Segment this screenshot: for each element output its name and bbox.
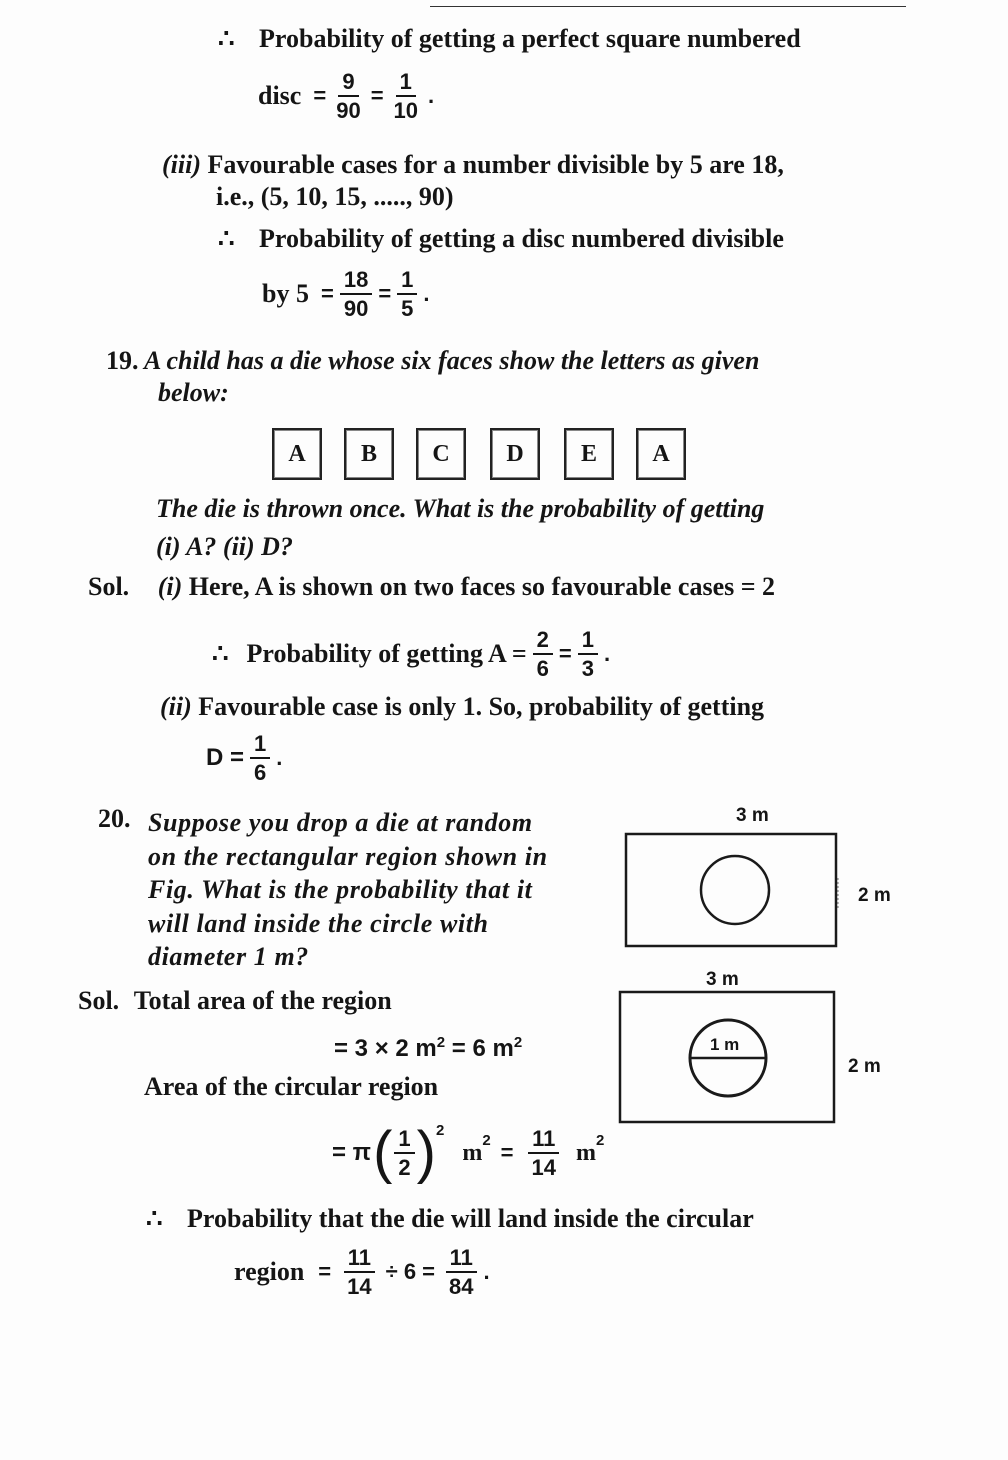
sol-label: Sol. xyxy=(88,572,130,601)
denominator: 5 xyxy=(401,296,414,322)
superscript: 2 xyxy=(436,1034,446,1051)
fraction-1-6 xyxy=(250,732,270,784)
region-equation xyxy=(234,1246,490,1298)
figure-rectangle-circle xyxy=(620,798,910,958)
sol19-line1 xyxy=(88,572,775,602)
q19-line2: below: xyxy=(158,378,229,407)
equals-sign: = xyxy=(318,1259,332,1285)
figure2-side-label: 2 m xyxy=(848,1056,881,1077)
superscript: 2 xyxy=(513,1034,523,1051)
sol19-ii-text: Favourable case is only 1. So, probability of getting xyxy=(198,692,765,721)
total-area-expression xyxy=(334,1034,522,1063)
numerator: 18 xyxy=(340,268,372,295)
sol19-i-text: Here, A is shown on two faces so favourable cases = 2 xyxy=(188,572,776,601)
left-paren: ( xyxy=(373,1120,393,1185)
divisible-line xyxy=(218,224,784,254)
denominator: 3 xyxy=(581,656,595,682)
divisible-text: Probability of getting a disc numbered divisible xyxy=(259,224,784,253)
perfect-square-text: Probability of getting a perfect square numbered xyxy=(259,24,801,53)
prob-a-equation xyxy=(212,628,610,680)
fraction-11-84 xyxy=(445,1246,477,1298)
denominator: 2 xyxy=(398,1155,411,1180)
numerator: 1 xyxy=(397,268,417,295)
divide-expression: ÷ 6 = xyxy=(385,1259,436,1285)
denominator: 14 xyxy=(531,1155,556,1180)
q19-line1 xyxy=(106,346,759,376)
q19-line3: The die is thrown once. What is the probability of getting xyxy=(156,494,765,523)
numerator: 2 xyxy=(533,628,553,655)
denominator: 6 xyxy=(254,760,267,786)
fraction-1-10 xyxy=(390,70,422,122)
sol19-line-ii xyxy=(160,692,764,722)
fraction-1-2 xyxy=(394,1127,414,1179)
figure1-rectangle xyxy=(626,834,836,946)
period: . xyxy=(483,1259,490,1285)
q20-line2: on the rectangular region shown in xyxy=(148,841,548,871)
sol20-line3 xyxy=(146,1204,754,1234)
period: . xyxy=(604,641,611,667)
d-label: D = xyxy=(206,744,245,772)
area-expression-left: = 3 × 2 m xyxy=(334,1035,437,1062)
fraction-18-90 xyxy=(340,268,372,320)
fraction-1-3 xyxy=(578,628,598,680)
circle-area-expression xyxy=(332,1120,605,1185)
therefore-symbol: ∴ xyxy=(218,24,235,53)
q19-number: 19. xyxy=(106,346,139,375)
q19-text: A child has a die whose six faces show the letters as given xyxy=(144,346,760,375)
area-expression-right: = 6 m xyxy=(451,1035,514,1062)
sol-label: Sol. xyxy=(78,986,120,1015)
numerator: 9 xyxy=(338,70,358,97)
fraction-11-14 xyxy=(528,1127,560,1179)
die-face-a: A xyxy=(272,428,322,480)
q19-line4: (i) A? (ii) D? xyxy=(156,532,293,561)
sol20-line2: Area of the circular region xyxy=(144,1072,439,1101)
prob-a-text: Probability of getting A = xyxy=(246,639,527,669)
numerator: 1 xyxy=(396,70,416,97)
figure-rectangle-circle-diameter xyxy=(612,962,902,1132)
equals-sign: = xyxy=(558,641,572,667)
fraction-2-6 xyxy=(533,628,553,680)
figure2-top-label: 3 m xyxy=(706,969,739,990)
die-face-b: B xyxy=(344,428,394,480)
q20-line3: Fig. What is the probability that it xyxy=(148,875,533,904)
sol19-i-label: (i) xyxy=(157,572,183,601)
denominator: 90 xyxy=(343,296,369,322)
figure2-diameter-label: 1 m xyxy=(710,1035,740,1054)
equals-sign: = xyxy=(500,1140,514,1165)
numerator: 1 xyxy=(394,1127,414,1154)
period: . xyxy=(276,745,283,771)
therefore-symbol: ∴ xyxy=(212,639,229,669)
period: . xyxy=(423,281,430,307)
exponent: 2 xyxy=(435,1122,445,1139)
q20-text xyxy=(148,806,610,974)
figure1-circle xyxy=(701,856,769,924)
sol19-ii-label: (ii) xyxy=(160,692,192,721)
disc-label: disc xyxy=(258,81,302,111)
part-iii-label: (iii) xyxy=(162,150,201,179)
region-label: region xyxy=(234,1257,305,1287)
denominator: 6 xyxy=(536,656,549,682)
pi-expression: = π xyxy=(332,1139,372,1166)
numerator: 1 xyxy=(250,732,270,759)
figure1-side-label: 2 m xyxy=(858,885,891,906)
part-iii-text: Favourable cases for a number divisible by 5 are 18, xyxy=(207,150,784,179)
by5-label: by 5 xyxy=(262,279,309,309)
part-iii-line2: i.e., (5, 10, 15, ....., 90) xyxy=(216,182,454,211)
m-unit: m xyxy=(462,1139,483,1166)
denominator: 10 xyxy=(393,98,419,124)
perfect-square-line xyxy=(218,24,801,54)
period: . xyxy=(428,83,435,109)
d-equation xyxy=(206,732,282,784)
m-unit: m xyxy=(576,1139,596,1166)
fraction-1-5 xyxy=(397,268,417,320)
superscript: 2 xyxy=(482,1132,491,1149)
top-rule xyxy=(430,6,906,7)
q20-line4: will land inside the circle with xyxy=(148,908,489,938)
right-paren: ) xyxy=(416,1120,436,1185)
numerator: 11 xyxy=(446,1246,477,1273)
die-face-a2: A xyxy=(636,428,686,480)
q20-line5: diameter 1 m? xyxy=(148,942,309,971)
fraction-9-90 xyxy=(332,70,364,122)
therefore-symbol: ∴ xyxy=(218,224,235,253)
numerator: 11 xyxy=(528,1127,559,1154)
die-face-d: D xyxy=(490,428,540,480)
part-iii-line1 xyxy=(162,150,784,180)
die-face-e: E xyxy=(564,428,614,480)
fraction-11-14 xyxy=(343,1246,375,1298)
equals-sign: = xyxy=(320,281,334,307)
numerator: 11 xyxy=(344,1246,375,1273)
disc-equation xyxy=(258,70,434,122)
denominator: 14 xyxy=(347,1274,372,1300)
numerator: 1 xyxy=(578,628,598,655)
q20-number: 20. xyxy=(98,804,131,833)
denominator: 90 xyxy=(336,98,361,124)
equals-sign: = xyxy=(370,83,384,109)
equals-sign: = xyxy=(378,281,392,307)
q20-line1: Suppose you drop a die at random xyxy=(148,808,533,837)
figure1-top-label: 3 m xyxy=(736,805,769,826)
denominator: 84 xyxy=(449,1274,474,1300)
by5-equation xyxy=(262,268,430,320)
therefore-symbol: ∴ xyxy=(146,1204,163,1233)
equals-sign: = xyxy=(313,83,327,109)
die-face-c: C xyxy=(416,428,466,480)
probability-circular-text: Probability that the die will land inside the circular xyxy=(187,1204,754,1233)
superscript: 2 xyxy=(596,1132,605,1149)
sol20-line1 xyxy=(78,986,392,1016)
total-area-text: Total area of the region xyxy=(133,986,392,1015)
